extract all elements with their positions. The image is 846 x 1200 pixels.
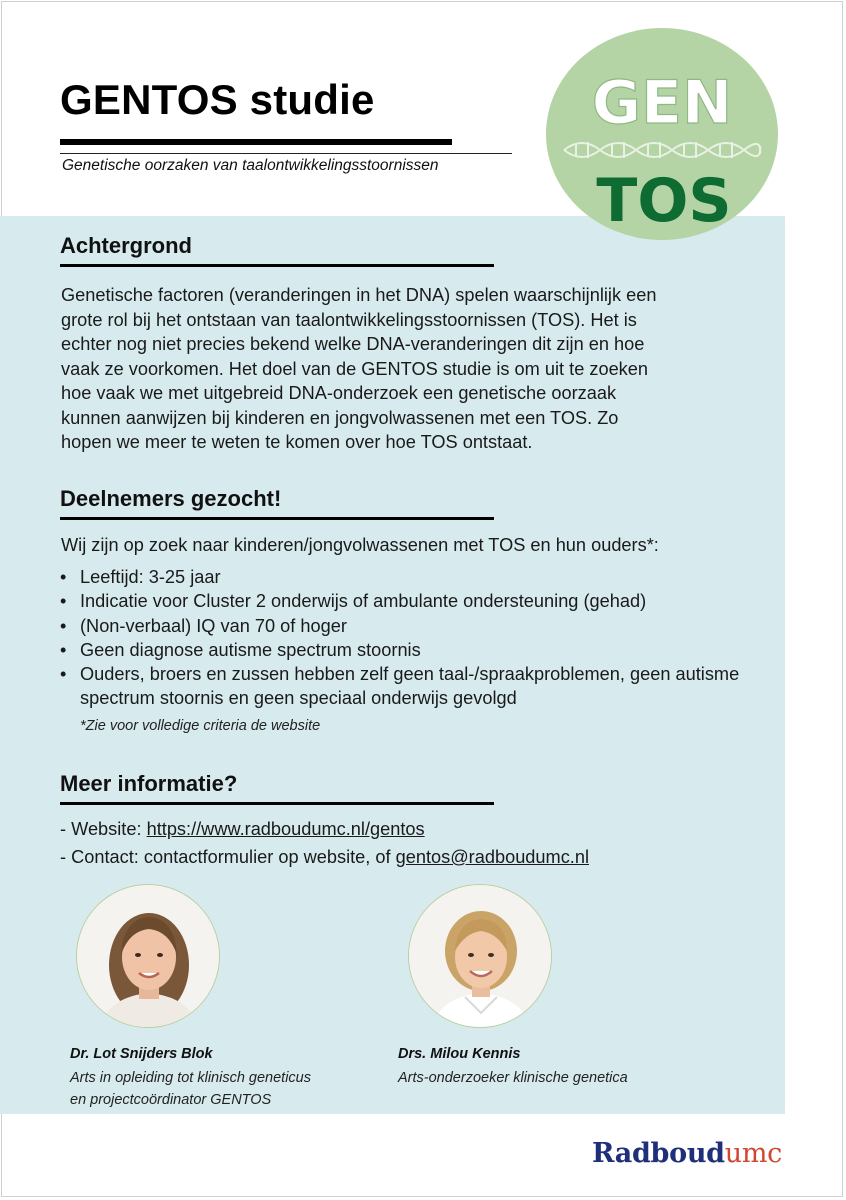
background-heading-rule	[60, 264, 494, 267]
researcher-2-name: Drs. Milou Kennis	[398, 1046, 521, 1062]
radboudumc-logo	[592, 1138, 782, 1169]
subtitle-rule	[60, 153, 512, 154]
criterion-text: Indicatie voor Cluster 2 onderwijs of ambulante ondersteuning (gehad)	[80, 591, 647, 612]
brand-part-radboud: Radboud	[592, 1138, 725, 1169]
paragraph-line: vaak ze voorkomen. Het doel van de GENTOS studie is om uit te zoeken	[61, 358, 649, 379]
criterion-text: Geen diagnose autisme spectrum stoornis	[80, 639, 421, 660]
website-line	[60, 819, 425, 840]
role-line: en projectcoördinator GENTOS	[70, 1091, 272, 1108]
criteria-footnote: *Zie voor volledige criteria de website	[80, 718, 321, 734]
gentos-logo-graphic	[546, 28, 778, 240]
contact-prefix: - Contact: contactformulier op website, of	[60, 847, 396, 867]
background-paragraph	[61, 283, 761, 455]
website-link[interactable]: https://www.radboudumc.nl/gentos	[146, 819, 425, 839]
list-item	[60, 638, 770, 662]
list-item	[60, 589, 770, 613]
page-subtitle: Genetische oorzaken van taalontwikkelingsstoornissen	[62, 157, 439, 174]
paragraph-line: echter nog niet precies bekend welke DNA-veranderingen dit zijn en hoe	[61, 334, 645, 354]
bullet-icon: •	[60, 639, 67, 660]
role-line: Arts-onderzoeker klinische genetica	[398, 1070, 628, 1086]
criterion-text: Leeftijd: 3-25 jaar	[80, 567, 221, 587]
participants-heading-rule	[60, 517, 494, 520]
bullet-icon: •	[60, 664, 67, 685]
criterion-text: Ouders, broers en zussen hebben zelf geen taal-/spraakproblemen, geen autisme spectrum stoornis en geen speciaal onderwijs gevolgd	[80, 664, 740, 709]
role-line: Arts in opleiding tot klinisch geneticus	[70, 1070, 311, 1086]
list-item	[60, 565, 770, 589]
dna-helix-icon	[564, 142, 760, 158]
avatar-researcher-1	[76, 884, 220, 1028]
background-heading: Achtergrond	[60, 233, 192, 258]
logo-tos-text: TOS	[596, 166, 732, 236]
title-underline	[60, 139, 452, 145]
criteria-list	[60, 565, 770, 711]
paragraph-line: hoe vaak we met uitgebreid DNA-onderzoek een genetische oorzaak	[61, 383, 617, 403]
avatar-researcher-2	[408, 884, 552, 1028]
logo-gen-text: GEN	[591, 68, 733, 138]
bullet-icon: •	[60, 615, 67, 636]
participants-heading: Deelnemers gezocht!	[60, 486, 282, 511]
website-prefix: - Website:	[60, 819, 147, 839]
researcher-2-role	[398, 1068, 628, 1090]
list-item	[60, 662, 770, 711]
paragraph-line: kunnen aanwijzen bij kinderen en jongvolwassenen met een TOS. Zo	[61, 407, 619, 428]
list-item	[60, 614, 770, 638]
portrait-image-1	[77, 885, 220, 1028]
participants-intro: Wij zijn op zoek naar kinderen/jongvolwassenen met TOS en hun ouders*:	[61, 535, 659, 555]
researcher-1-name: Dr. Lot Snijders Blok	[70, 1046, 213, 1062]
gentos-logo	[546, 28, 778, 240]
criterion-text: (Non-verbaal) IQ van 70 of hoger	[80, 615, 347, 636]
paragraph-line: hopen we meer te weten te komen over hoe TOS ontstaat.	[61, 432, 533, 452]
page-title: GENTOS studie	[60, 76, 375, 123]
contact-line	[60, 847, 589, 868]
info-heading-rule	[60, 802, 494, 805]
contact-email-link[interactable]: gentos@radboudumc.nl	[395, 847, 589, 867]
bullet-icon: •	[60, 591, 67, 612]
info-heading: Meer informatie?	[60, 771, 238, 796]
paragraph-line: Genetische factoren (veranderingen in het DNA) spelen waarschijnlijk een	[61, 285, 657, 305]
portrait-image-2	[409, 885, 552, 1028]
brand-part-umc: umc	[724, 1138, 782, 1169]
paragraph-line: grote rol bij het ontstaan van taalontwikkelingsstoornissen (TOS). Het is	[61, 309, 637, 330]
bullet-icon: •	[60, 567, 67, 587]
researcher-1-role	[70, 1068, 311, 1111]
